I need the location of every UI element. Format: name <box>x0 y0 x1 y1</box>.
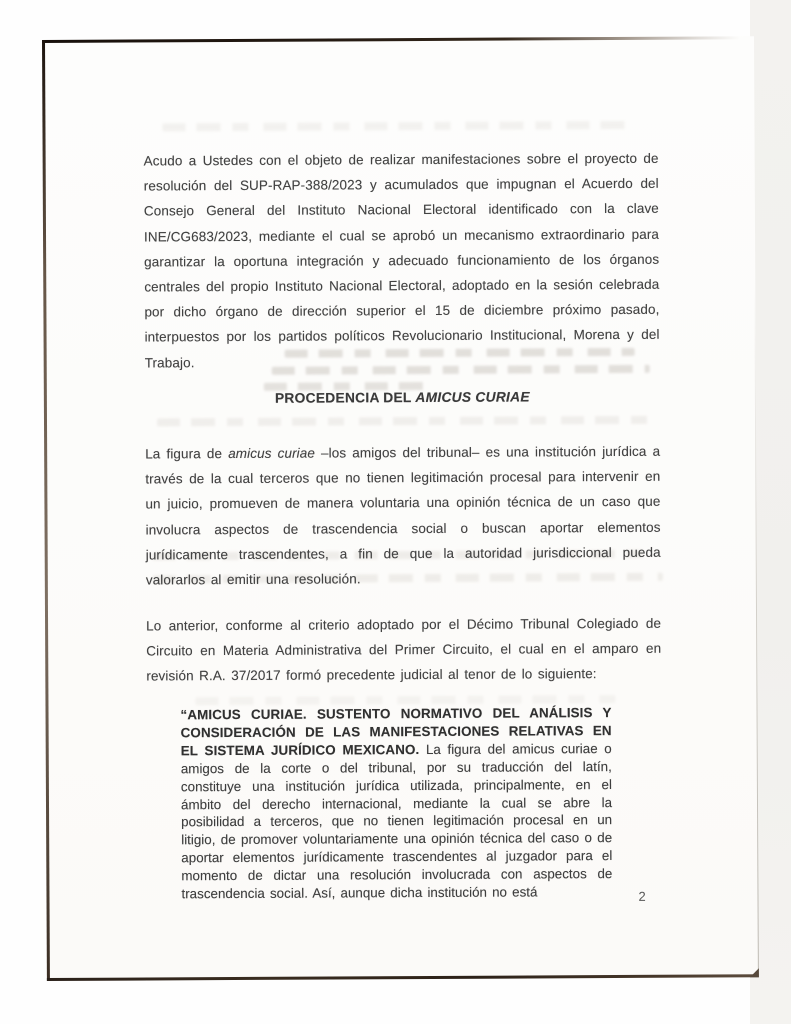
page-edge-top <box>42 36 754 43</box>
paragraph-amicus-pre: La figura de <box>145 446 229 462</box>
page-edge-bottom <box>47 974 759 981</box>
quote-thesis-title: “AMICUS CURIAE. SUSTENTO NORMATIVO DEL ANÁLISIS Y CONSIDERACIÓN DE LAS MANIFESTACIONES RELATIVAS EN EL SISTEMA JURÍDICO MEXICANO. <box>180 705 612 759</box>
quote-thesis-body: La figura del amicus curiae o amigos de la corte o del tribunal, por su traducción del latín, constituye una institución jurídica utilizada, principalmente, en el ámbito del derecho internacional, mediante la cual se abre la posibilidad a terceros, que no tienen legitimación procesal en un litigio, de promover voluntariamente una opinión técnica del caso o de aportar elementos jurídicamente trascendentes al juzgador para el momento de dictar una resolución involucrada con aspectos de trascendencia social. Así, aunque dicha institución no está <box>180 740 613 902</box>
amicus-curiae-latin-term: amicus curiae <box>228 445 316 462</box>
page-corner-mark <box>750 968 759 977</box>
section-heading-latin-term: AMICUS CURIAE <box>415 389 530 406</box>
page-edge-left <box>42 40 49 981</box>
section-heading <box>145 389 660 407</box>
section-heading-text: PROCEDENCIA DEL <box>274 390 416 406</box>
bleedthrough-artifact <box>157 416 652 427</box>
paragraph-criterio: Lo anterior, conforme al criterio adoptado por el Décimo Tribunal Colegiado de Circuito en Materia Administrativa del Primer Circuito, el cual en el amparo en revisión R.A. 37/2017 formó precedente judicial al tenor de lo siguiente: <box>146 615 662 684</box>
document-page <box>42 36 759 981</box>
paragraph-intro: Acudo a Ustedes con el objeto de realizar manifestaciones sobre el proyecto de resolución del SUP-RAP-388/2023 y acumulados que impugnan el Acuerdo del Consejo General del Instituto Nacional Electoral identificado con la clave INE/CG683/2023, mediante el cual se aprobó un mecanismo extraordinario para garantizar la oportuna integración y adecuado funcionamiento de los órganos centrales del propio Instituto Nacional Electoral, adoptado en la sesión celebrada por dicho órgano de dirección superior el 15 de diciembre próximo pasado, interpuestos por los partidos políticos Revolucionario Institucional, Morena y del Trabajo. <box>143 150 660 371</box>
page-number: 2 <box>638 888 646 904</box>
legal-precedent-quote <box>180 704 612 903</box>
bleedthrough-artifact <box>162 121 632 131</box>
paragraph-amicus-post: –los amigos del tribunal– es una institución jurídica a través de la cual terceros que no tienen legitimación procesal para intervenir en un juicio, promueven de manera voluntaria una opinión técnica de un caso que involucra aspectos de trascendencia social o buscan aportar elementos jurídicamente trascendentes, a fin de que la autoridad jurisdiccional pueda valorarlos al emitir una resolución. <box>145 443 661 588</box>
paragraph-amicus-definition <box>145 439 661 593</box>
